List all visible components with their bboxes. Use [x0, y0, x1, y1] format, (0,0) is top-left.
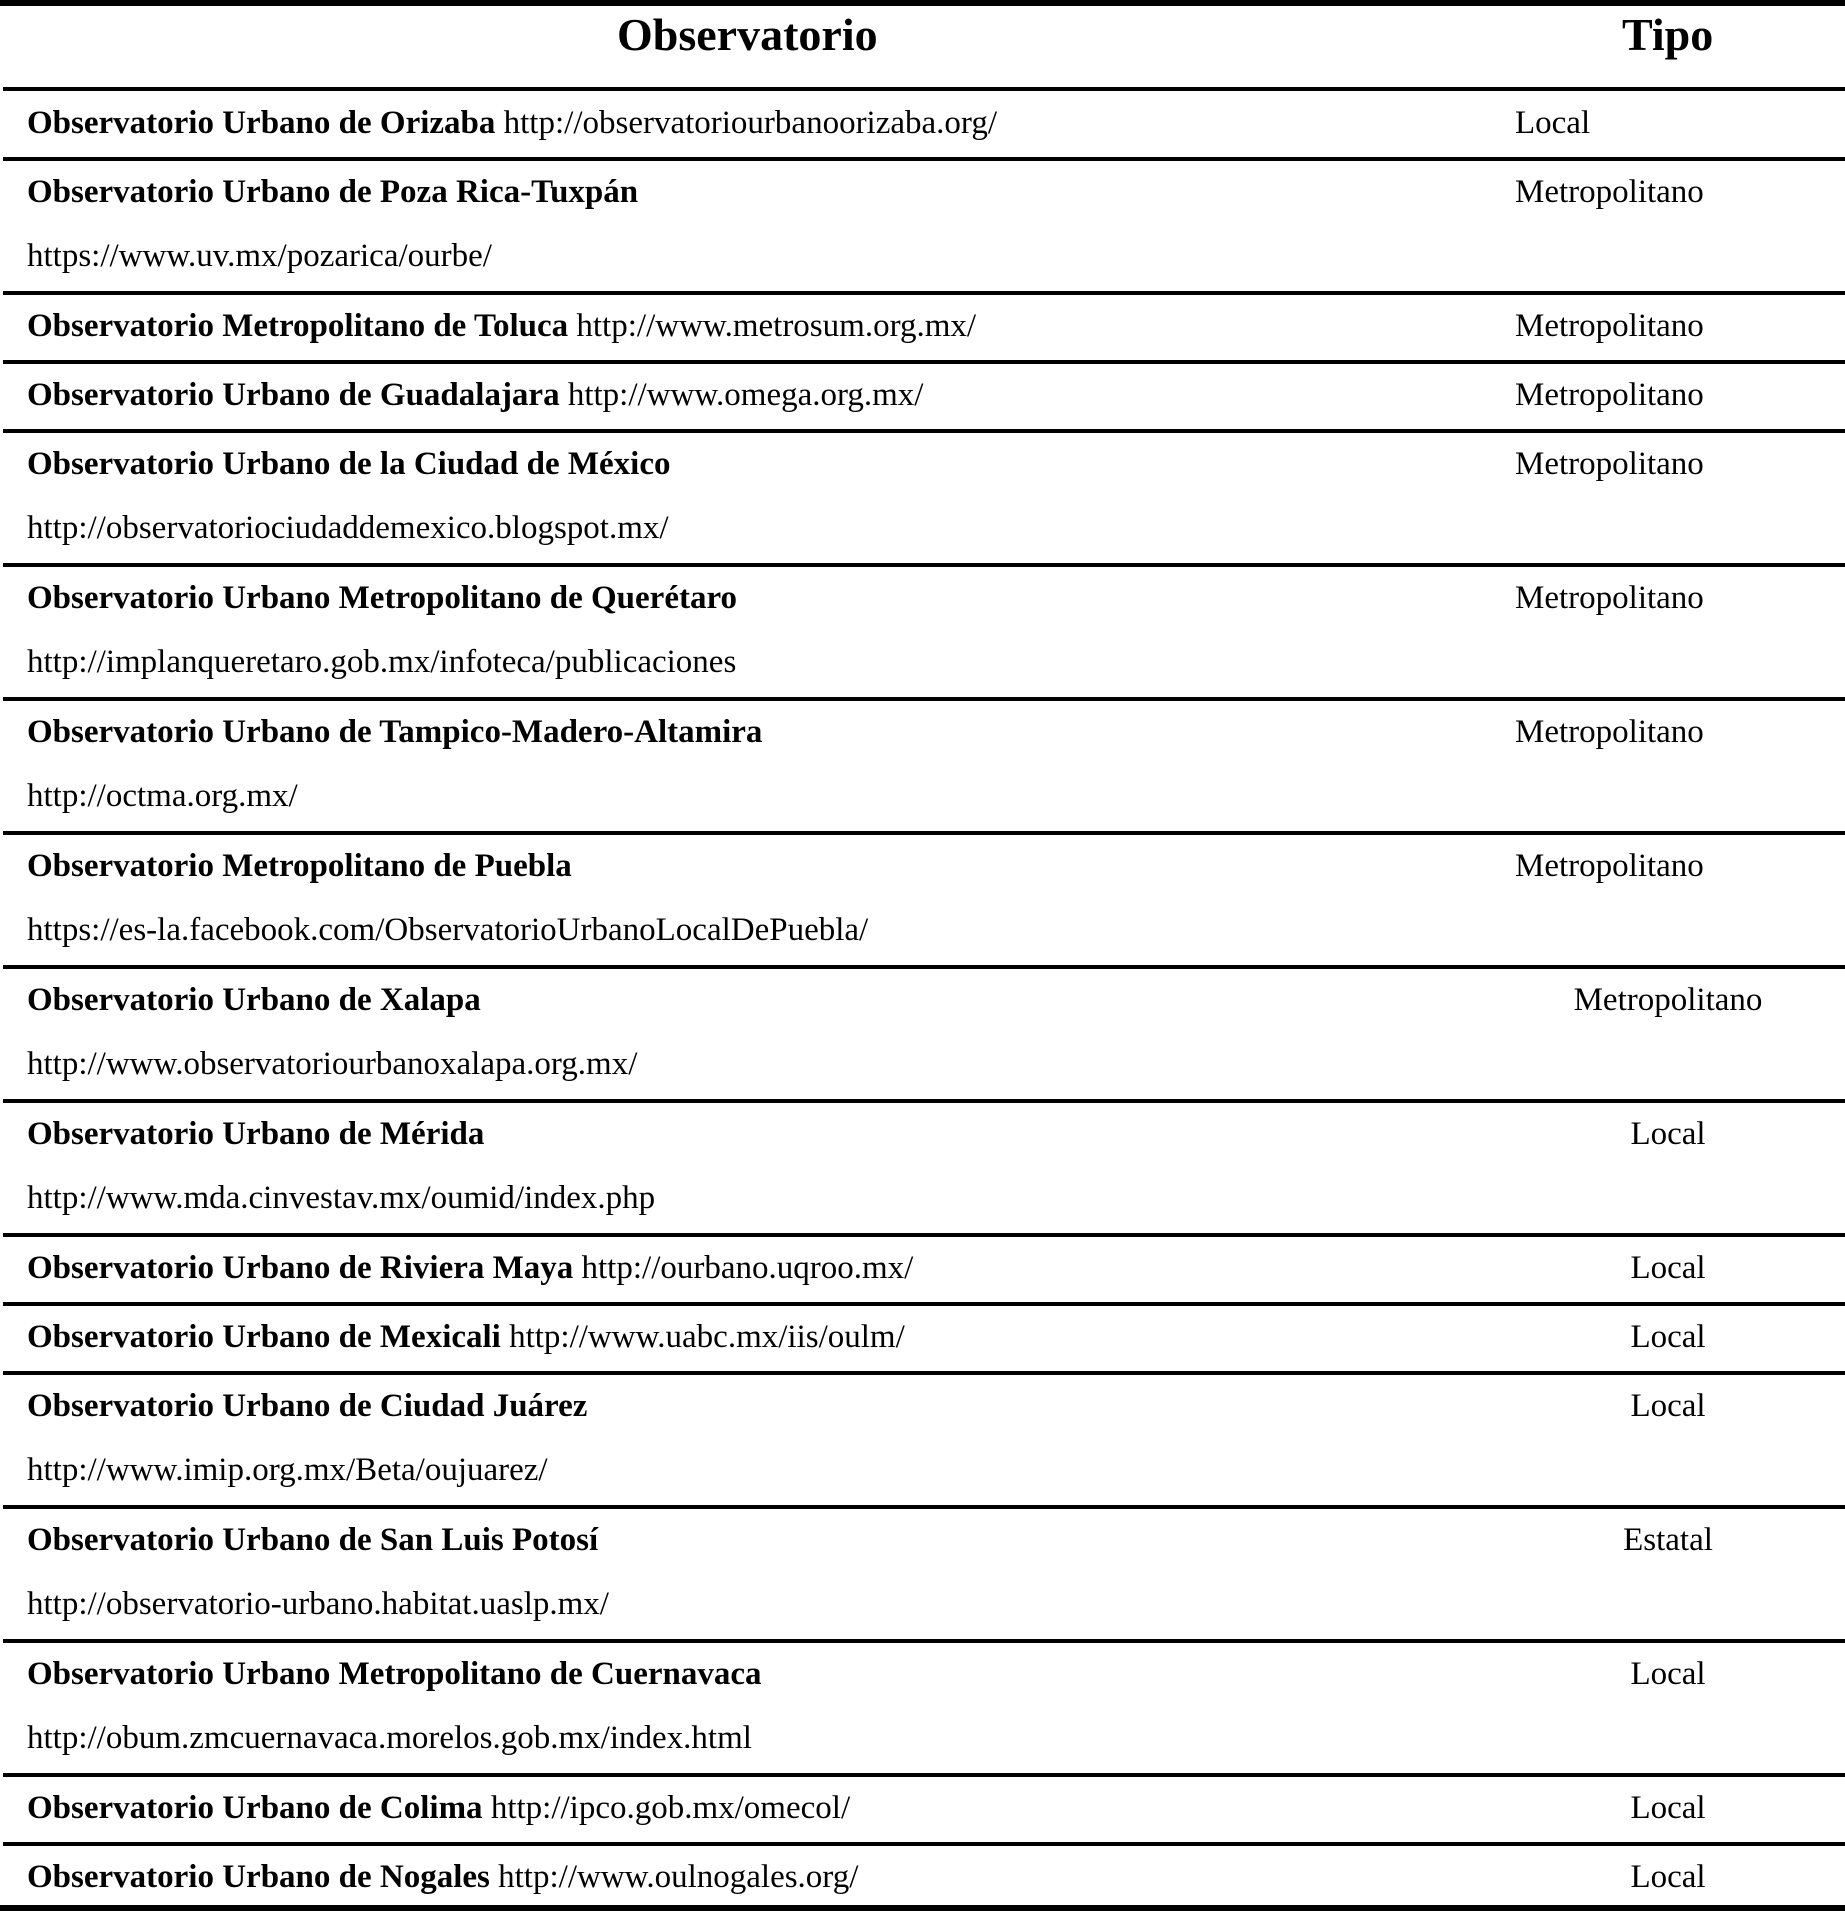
observatorio-name: Observatorio Urbano de Poza Rica-Tuxpán: [27, 174, 639, 210]
observatorio-cell: [27, 1305, 905, 1369]
tipo-cell: Metropolitano: [1515, 377, 1704, 413]
observatorio-url-link[interactable]: http://octma.org.mx/: [27, 778, 298, 814]
column-header-observatorio: Observatorio: [617, 9, 878, 60]
observatorio-url-link[interactable]: http://observatoriociudaddemexico.blogspot.mx/: [27, 510, 669, 546]
observatorio-name: Observatorio Metropolitano de Puebla: [27, 848, 572, 884]
observatorio-name: Observatorio Urbano de Xalapa: [27, 982, 481, 1018]
observatorio-url-link[interactable]: http://implanqueretaro.gob.mx/infoteca/publicaciones: [27, 644, 737, 680]
table-row: [0, 91, 1845, 157]
observatorio-url-link[interactable]: http://www.mda.cinvestav.mx/oumid/index.php: [27, 1180, 656, 1216]
table-row: [0, 160, 1845, 291]
tipo-cell: Local: [1630, 1319, 1706, 1355]
observatorio-name: Observatorio Urbano de Colima: [27, 1790, 483, 1826]
tipo-cell: Local: [1630, 1859, 1706, 1895]
observatorio-cell: [27, 566, 737, 694]
tipo-cell: Metropolitano: [1573, 982, 1763, 1018]
tipo-cell: Estatal: [1623, 1522, 1713, 1558]
table-row: [0, 1236, 1845, 1302]
observatorio-cell: [27, 432, 670, 560]
tipo-cell: Local: [1630, 1250, 1706, 1286]
observatorio-url-link[interactable]: http://www.uabc.mx/iis/oulm/: [509, 1319, 905, 1355]
observatorio-name: Observatorio Urbano de Riviera Maya: [27, 1250, 574, 1286]
observatorio-name: Observatorio Urbano de Orizaba: [27, 105, 496, 141]
tipo-cell: Metropolitano: [1515, 848, 1704, 884]
table-row: [0, 1102, 1845, 1233]
observatorio-url-link[interactable]: http://ourbano.uqroo.mx/: [581, 1250, 914, 1286]
table-row: [0, 1776, 1845, 1842]
observatorio-cell: [27, 294, 976, 358]
observatorio-cell: [27, 1642, 762, 1770]
observatorio-url-link[interactable]: http://www.omega.org.mx/: [567, 377, 924, 413]
table-row: [0, 700, 1845, 831]
observatorio-name: Observatorio Urbano de Ciudad Juárez: [27, 1388, 588, 1424]
observatorio-url-link[interactable]: http://ipco.gob.mx/omecol/: [490, 1790, 851, 1826]
observatorio-cell: [27, 834, 868, 962]
observatorio-name: Observatorio Metropolitano de Toluca: [27, 308, 569, 344]
tipo-cell: Local: [1630, 1388, 1706, 1424]
observatorio-cell: [27, 1102, 655, 1230]
observatorio-cell: [27, 1508, 609, 1636]
observatorio-cell: [27, 700, 762, 828]
observatorio-url-link[interactable]: http://obum.zmcuernavaca.morelos.gob.mx/index.html: [27, 1720, 752, 1756]
observatorio-url-link[interactable]: https://es-la.facebook.com/ObservatorioUrbanoLocalDePuebla/: [27, 912, 869, 948]
table-row: [0, 566, 1845, 697]
observatorio-cell: [27, 1374, 587, 1502]
observatorio-url-link[interactable]: http://www.imip.org.mx/Beta/oujuarez/: [27, 1452, 548, 1488]
observatorio-url-link[interactable]: http://www.metrosum.org.mx/: [576, 308, 977, 344]
observatorio-name: Observatorio Urbano de Nogales: [27, 1859, 490, 1895]
observatorio-name: Observatorio Urbano de la Ciudad de México: [27, 446, 671, 482]
tipo-cell: Local: [1515, 105, 1591, 141]
table-row: [0, 1305, 1845, 1371]
table-row: [0, 294, 1845, 360]
observatorio-cell: [27, 1236, 913, 1300]
tipo-cell: Local: [1630, 1116, 1706, 1152]
tipo-cell: Metropolitano: [1515, 308, 1704, 344]
observatorio-name: Observatorio Urbano Metropolitano de Cuernavaca: [27, 1656, 762, 1692]
tipo-cell: Metropolitano: [1515, 446, 1704, 482]
observatorio-cell: [27, 363, 923, 427]
observatorio-cell: [27, 968, 637, 1096]
table-row: [0, 432, 1845, 563]
table-row: [0, 1374, 1845, 1505]
column-header-tipo: Tipo: [1622, 9, 1714, 60]
observatorio-name: Observatorio Urbano de Guadalajara: [27, 377, 560, 413]
table-row: [0, 834, 1845, 965]
table-row: [0, 1845, 1845, 1911]
tipo-cell: Local: [1630, 1656, 1706, 1692]
tipo-cell: Metropolitano: [1515, 714, 1704, 750]
observatorio-name: Observatorio Urbano de San Luis Potosí: [27, 1522, 599, 1558]
observatorio-url-link[interactable]: http://www.oulnogales.org/: [498, 1859, 859, 1895]
table-row: [0, 363, 1845, 429]
tipo-cell: Metropolitano: [1515, 580, 1704, 616]
table-bottom-rule: [0, 1905, 1845, 1911]
table-row: [0, 1642, 1845, 1773]
observatorio-cell: [27, 160, 638, 288]
observatorio-name: Observatorio Urbano de Tampico-Madero-Altamira: [27, 714, 763, 750]
tipo-cell: Local: [1630, 1790, 1706, 1826]
table-row: [0, 1508, 1845, 1639]
observatorio-url-link[interactable]: https://www.uv.mx/pozarica/ourbe/: [27, 238, 492, 274]
observatorio-cell: [27, 1845, 858, 1909]
observatorio-url-link[interactable]: http://www.observatoriourbanoxalapa.org.mx/: [27, 1046, 638, 1082]
observatorio-url-link[interactable]: http://observatoriourbanoorizaba.org/: [503, 105, 997, 141]
observatorio-url-link[interactable]: http://observatorio-urbano.habitat.uaslp.mx/: [27, 1586, 609, 1622]
observatorio-name: Observatorio Urbano de Mexicali: [27, 1319, 501, 1355]
observatorio-name: Observatorio Urbano de Mérida: [27, 1116, 485, 1152]
observatorio-cell: [27, 1776, 850, 1840]
observatorio-cell: [27, 91, 997, 155]
observatorio-name: Observatorio Urbano Metropolitano de Querétaro: [27, 580, 738, 616]
tipo-cell: Metropolitano: [1515, 174, 1704, 210]
table-row: [0, 968, 1845, 1099]
table-top-rule: [0, 0, 1845, 6]
